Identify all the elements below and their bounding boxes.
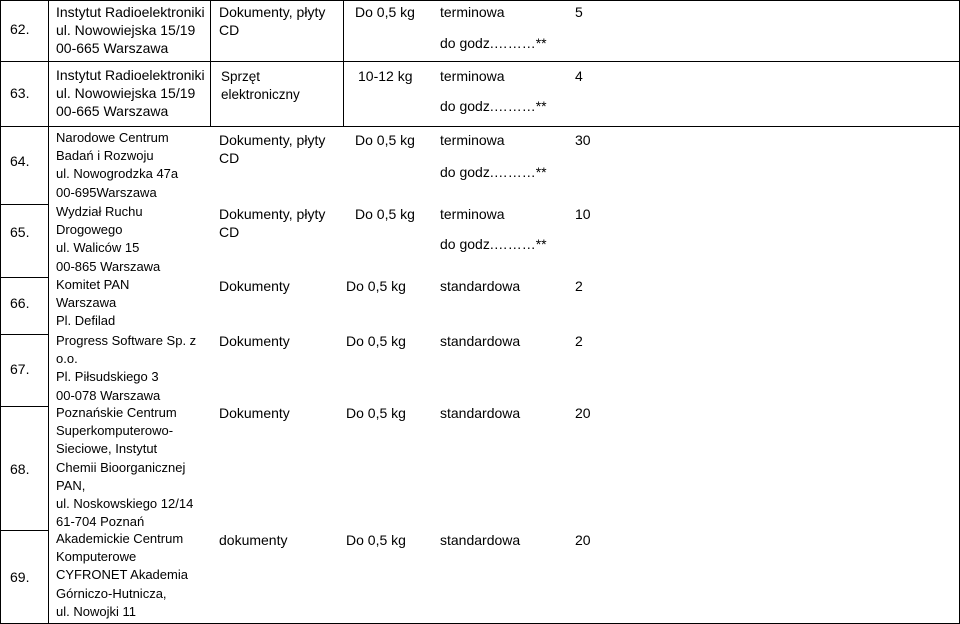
delivery-mode: terminowa [440,132,505,148]
delivery-deadline: do godz.………** [440,164,547,180]
row-border [0,61,960,62]
item-type: Dokumenty, płyty CD [219,132,326,166]
item-type: Dokumenty, płyty CD [219,4,326,38]
row-border [0,334,48,335]
row-border [0,126,960,127]
institution-address: Wydział Ruchu Drogowego ul. Waliców 15 00-865 Warszawa [56,204,161,274]
count: 20 [575,532,591,548]
row-border [0,406,48,407]
weight: Do 0,5 kg [346,405,406,421]
count: 10 [575,206,591,222]
row-border [0,204,48,205]
count: 4 [575,68,583,84]
row-number: 67. [10,361,30,377]
weight: 10-12 kg [358,68,413,84]
weight: Do 0,5 kg [355,132,415,148]
row-border [0,277,48,278]
column-border [210,0,211,126]
delivery-mode: standardowa [440,278,521,294]
count: 30 [575,132,591,148]
row-number: 66. [10,295,30,311]
count: 2 [575,333,583,349]
delivery-deadline: do godz.………** [440,98,547,114]
delivery-deadline: do godz.………** [440,35,547,51]
institution-address: Instytut Radioelektroniki ul. Nowowiejska 15/19 00-665 Warszawa [56,67,205,119]
institution-address: Komitet PAN Warszawa Pl. Defilad [56,277,130,329]
row-number: 64. [10,153,30,169]
delivery-mode: terminowa [440,68,505,84]
weight: Do 0,5 kg [346,532,406,548]
institution-address: Poznańskie Centrum Superkomputerowo- Sieciowe, Instytut Chemii Bioorganicznej PAN, ul. Noskowskiego 12/14 61-704 Poznań [56,405,194,530]
column-border [0,0,1,624]
institution-address: Akademickie Centrum Komputerowe CYFRONET Akademia Górniczo-Hutnicza, ul. Nowojki 11 [56,531,188,619]
row-border [0,0,960,1]
weight: Do 0,5 kg [355,206,415,222]
row-number: 69. [10,569,30,585]
institution-address: Narodowe Centrum Badań i Rozwoju ul. Nowogrodzka 47a 00-695Warszawa [56,130,179,200]
count: 2 [575,278,583,294]
item-type: dokumenty [219,532,288,548]
delivery-deadline: do godz.………** [440,236,547,252]
row-number: 63. [10,85,30,101]
delivery-mode: terminowa [440,206,505,222]
column-border [343,0,344,126]
item-type: Dokumenty, płyty CD [219,206,326,240]
item-type: Sprzęt elektroniczny [221,69,300,102]
delivery-mode: standardowa [440,532,521,548]
row-border [0,530,48,531]
row-number: 68. [10,461,30,477]
column-border [48,0,49,624]
weight: Do 0,5 kg [346,278,406,294]
item-type: Dokumenty [219,278,290,294]
row-number: 62. [10,21,30,37]
delivery-mode: standardowa [440,333,521,349]
row-number: 65. [10,224,30,240]
weight: Do 0,5 kg [355,4,415,20]
item-type: Dokumenty [219,333,290,349]
count: 5 [575,4,583,20]
institution-address: Instytut Radioelektroniki ul. Nowowiejska 15/19 00-665 Warszawa [56,4,205,56]
weight: Do 0,5 kg [346,333,406,349]
institution-address: Progress Software Sp. z o.o. Pl. Piłsudskiego 3 00-078 Warszawa [56,333,197,403]
delivery-mode: standardowa [440,405,521,421]
count: 20 [575,405,591,421]
item-type: Dokumenty [219,405,290,421]
delivery-mode: terminowa [440,4,505,20]
